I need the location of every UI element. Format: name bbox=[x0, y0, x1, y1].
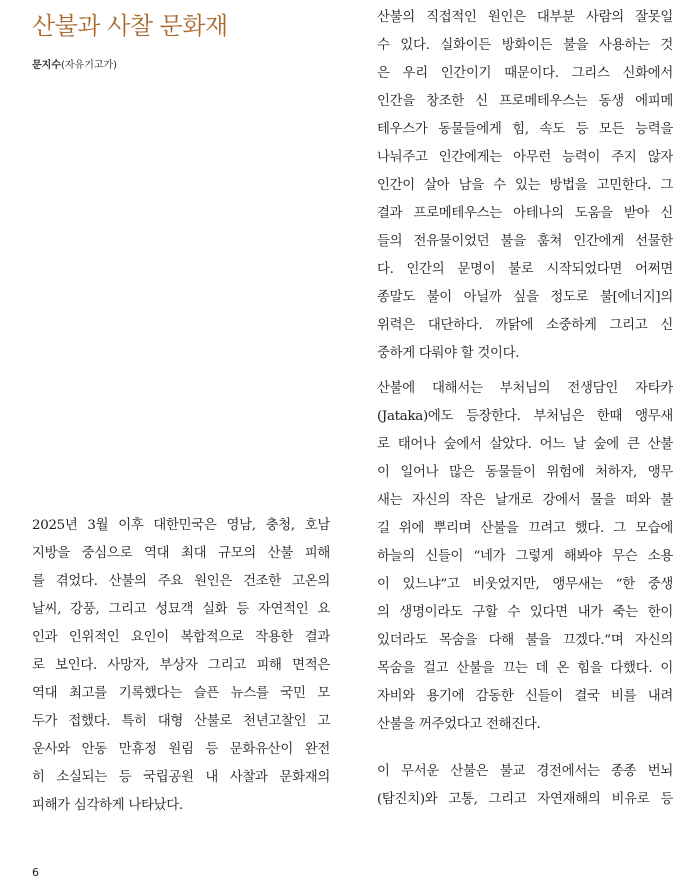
paragraph-line: 중하게 다뤄야 할 것이다. bbox=[377, 346, 520, 361]
paragraph-line: 테우스가 동물들에게 힘, 속도 등 모든 능력을 bbox=[377, 122, 673, 137]
paragraph-line: 나눠주고 인간에게는 아무런 능력이 주지 않자 bbox=[377, 150, 673, 165]
paragraph-line: 산불에 대해서는 부처님의 전생담인 자타카 bbox=[377, 381, 673, 396]
paragraph-line: 를 겪었다. 산불의 주요 원인은 건조한 고온의 bbox=[32, 574, 330, 589]
paragraph-line: 지방을 중심으로 역대 최대 규모의 산불 피해 bbox=[32, 546, 330, 561]
paragraph-line: 자비와 용기에 감동한 신들이 결국 비를 내려 bbox=[377, 689, 673, 704]
paragraph-line: 역대 최고를 기록했다는 슬픈 뉴스를 국민 모 bbox=[32, 686, 330, 701]
paragraph-line: 은 우리 인간이기 때문이다. 그리스 신화에서 bbox=[377, 66, 673, 81]
paragraph-line: 새는 자신의 작은 날개로 강에서 물을 떠와 불 bbox=[377, 493, 673, 508]
paragraph-line: 다. 인간의 문명이 불로 시작되었다면 어쩌면 bbox=[377, 262, 673, 277]
paragraph-line: (Jataka)에도 등장한다. 부처님은 한때 앵무새 bbox=[377, 409, 673, 424]
paragraph-line: 하늘의 신들이 “네가 그렇게 해봐야 무슨 소용 bbox=[377, 549, 673, 564]
paragraph-line: 인간을 창조한 신 프로메테우스는 동생 에피메 bbox=[377, 94, 673, 109]
paragraph-line: 결과 프로메테우스는 아테나의 도움을 받아 신 bbox=[377, 206, 673, 221]
right-column-paragraph-1 bbox=[377, 4, 673, 368]
paragraph-line: 로 태어나 숲에서 살았다. 어느 날 숲에 큰 산불 bbox=[377, 437, 673, 452]
paragraph-line: 이 무서운 산불은 불교 경전에서는 종종 번뇌 bbox=[377, 764, 673, 779]
paragraph-line: 산불을 꺼주었다고 전해진다. bbox=[377, 717, 541, 732]
paragraph-line: 이 있느냐”고 비웃었지만, 앵무새는 “한 중생 bbox=[377, 577, 673, 592]
paragraph-line: 인간이 살아 남을 수 있는 방법을 고민한다. 그 bbox=[377, 178, 673, 193]
paragraph-line: 날씨, 강풍, 그리고 성묘객 실화 등 자연적인 요 bbox=[32, 602, 330, 617]
paragraph-line: 이 일어나 많은 동물들이 위험에 처하자, 앵무 bbox=[377, 465, 673, 480]
left-column-paragraph bbox=[32, 512, 330, 820]
author-byline bbox=[32, 56, 117, 71]
right-column-paragraph-3 bbox=[377, 758, 673, 814]
paragraph-line: 로 보인다. 사망자, 부상자 그리고 피해 면적은 bbox=[32, 658, 330, 673]
paragraph-line: 히 소실되는 등 국립공원 내 사찰과 문화재의 bbox=[32, 770, 330, 785]
paragraph-line: 2025년 3월 이후 대한민국은 영남, 충청, 호남 bbox=[32, 518, 330, 533]
paragraph-line: 의 생명이라도 구할 수 있다면 내가 죽는 한이 bbox=[377, 605, 673, 620]
article-title: 산불과 사찰 문화재 bbox=[32, 12, 228, 40]
paragraph-line: 피해가 심각하게 나타났다. bbox=[32, 798, 183, 813]
author-name: 문지수 bbox=[32, 60, 61, 71]
paragraph-line: 운사와 안동 만휴정 원림 등 문화유산이 완전 bbox=[32, 742, 330, 757]
paragraph-line: 산불의 직접적인 원인은 대부분 사람의 잘못일 bbox=[377, 10, 673, 25]
paragraph-line: 있더라도 목숨을 다해 불을 끄겠다.”며 자신의 bbox=[377, 633, 673, 648]
paragraph-line: 인과 인위적인 요인이 복합적으로 작용한 결과 bbox=[32, 630, 330, 645]
paragraph-line: 수 있다. 실화이든 방화이든 불을 사용하는 것 bbox=[377, 38, 673, 53]
author-affiliation: (자유기고가) bbox=[60, 60, 118, 71]
paragraph-line: 목숨을 걸고 산불을 끄는 데 온 힘을 다했다. 이 bbox=[377, 661, 673, 676]
paragraph-line: 위력은 대단하다. 까닭에 소중하게 그리고 신 bbox=[377, 318, 673, 333]
page-number: 6 bbox=[32, 866, 39, 879]
paragraph-line: 들의 전유물이었던 불을 훔쳐 인간에게 선물한 bbox=[377, 234, 673, 249]
paragraph-line: (탐진치)와 고통, 그리고 자연재해의 비유로 등 bbox=[377, 792, 673, 807]
paragraph-line: 길 위에 뿌리며 산불을 끄려고 했다. 그 모습에 bbox=[377, 521, 673, 536]
paragraph-line: 두가 접했다. 특히 대형 산불로 천년고찰인 고 bbox=[32, 714, 330, 729]
paragraph-line: 종말도 불이 아닐까 싶을 정도로 불[에너지]의 bbox=[377, 290, 673, 305]
right-column-paragraph-2 bbox=[377, 375, 673, 739]
